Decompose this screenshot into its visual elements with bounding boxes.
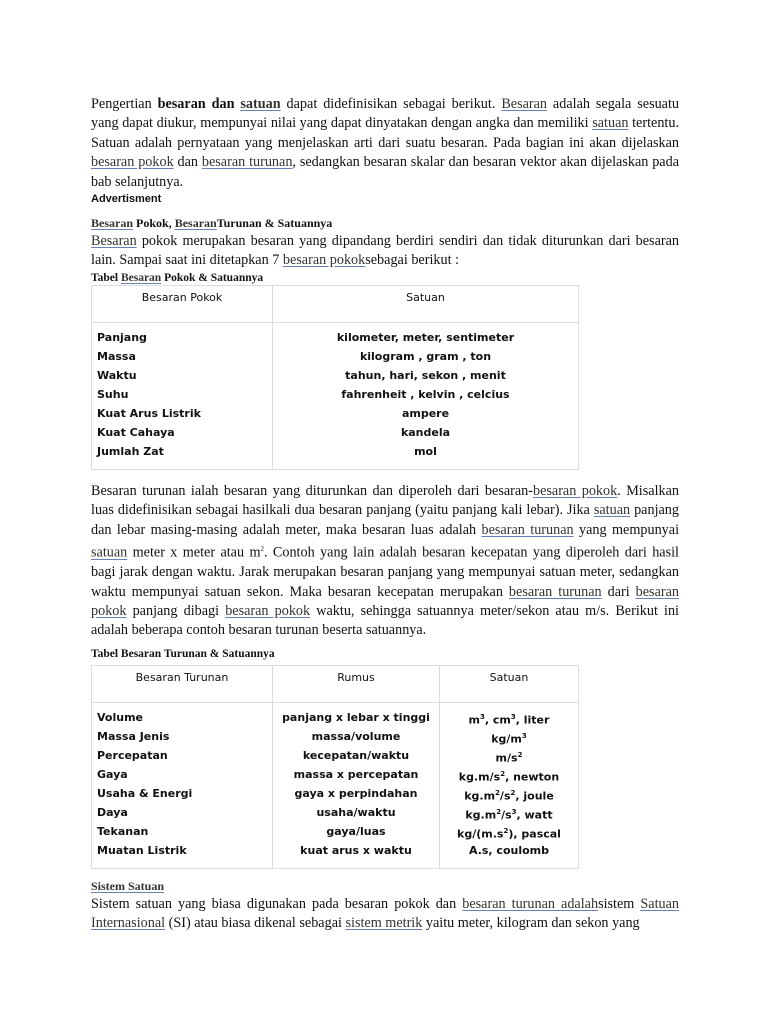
text: . Contoh yang lain adalah besaran kecepatan yang diperoleh dari hasil bagi jarak dengan waktu. Jarak merupakan besaran panjang yang mempunyai satuan meter, sedangkan waktu mempunyai satuan sekon. Maka besaran kecepatan merupakan [91, 544, 679, 600]
besaran-turunan-paragraph [91, 482, 679, 641]
unit-value: kandela [400, 425, 451, 439]
column-header: Rumus [273, 665, 440, 702]
formula: gaya x perpindahan [294, 786, 418, 800]
quantity-name: Jumlah Zat [97, 444, 164, 458]
text: , sedangkan besaran skalar dan besaran vektor akan dijelaskan pada bab selanjutnya. [91, 154, 679, 190]
unit-value: kilogram , gram , ton [359, 349, 492, 363]
formula: kecepatan/waktu [302, 748, 410, 762]
link-sistem-metrik[interactable]: sistem metrik [345, 915, 423, 932]
text: Pengertian [91, 96, 158, 112]
unit-value: mol [414, 444, 437, 458]
quantity-name: Waktu [97, 368, 137, 382]
link-besaran-pokok[interactable]: besaran pokok [225, 603, 311, 620]
link-besaran-turunan[interactable]: besaran turunan [508, 583, 602, 600]
text: yang mempunyai [573, 521, 680, 538]
link-satuan[interactable]: satuan [592, 115, 629, 132]
besaran-pokok-paragraph [91, 232, 679, 271]
quantity-name: Suhu [97, 387, 129, 401]
table-caption: Tabel Besaran Turunan & Satuannya [91, 647, 275, 660]
quantity-name: Daya [97, 805, 128, 819]
formula: gaya/luas [326, 824, 386, 838]
unit-column [440, 702, 579, 868]
formula: kuat arus x waktu [300, 843, 412, 857]
link-besaran[interactable]: Besaran [174, 216, 217, 231]
quantity-column [92, 702, 273, 868]
column-header: Satuan [440, 665, 579, 702]
unit-value: $kg.m^2/s^3$, watt [465, 807, 553, 822]
unit-value: $m/s^2$ [495, 750, 523, 765]
formula-column [273, 702, 440, 868]
quantity-name: Tekanan [97, 824, 149, 838]
sistem-satuan-paragraph [91, 895, 679, 934]
quantity-name: Panjang [97, 330, 147, 344]
document-page [91, 95, 679, 934]
link-besaran-turunan[interactable]: besaran turunan adalah [462, 895, 599, 912]
text: Pokok & Satuannya [161, 271, 264, 284]
column-header: Besaran Turunan [92, 665, 273, 702]
link-besaran-turunan[interactable]: besaran turunan [201, 154, 293, 171]
text: panjang dan lebar masing-masing adalah meter, maka besaran luas adalah [91, 502, 679, 538]
unit-value: ampere [401, 406, 450, 420]
table-row [92, 322, 579, 469]
unit-value: tahun, hari, sekon , menit [345, 368, 506, 382]
quantity-name: Kuat Cahaya [97, 425, 175, 439]
link-besaran-pokok[interactable]: besaran pokok [91, 154, 174, 171]
link-besaran[interactable]: Besaran [120, 271, 162, 284]
text: dan [173, 154, 202, 171]
link-besaran-turunan[interactable]: besaran turunan [481, 521, 574, 538]
unit-value: A.s, coulomb [468, 843, 550, 857]
link-besaran[interactable]: Besaran [91, 216, 133, 231]
quantity-column [92, 322, 273, 469]
unit-value: $kg.m/s^2$, newton [458, 769, 560, 784]
text: dan [205, 96, 241, 112]
text: sebagai berikut : [365, 252, 459, 269]
superscript: 2 [260, 545, 264, 554]
text: sistem [598, 895, 641, 912]
unit-value: $kg/m^3$ [491, 731, 527, 746]
besaran-pokok-table [91, 285, 579, 470]
text: meter x meter atau m [127, 544, 261, 561]
table-caption [91, 271, 679, 285]
link-besaran-pokok[interactable]: besaran pokok [91, 583, 679, 620]
unit-value: $kg.m^2/s^2$, joule [464, 788, 554, 803]
link-satuan[interactable]: satuan [91, 544, 128, 561]
text: Turunan & Satuannya [216, 216, 333, 231]
section-heading [91, 879, 679, 894]
column-header: Satuan [273, 285, 579, 322]
quantity-name: Kuat Arus Listrik [97, 406, 201, 420]
column-header: Besaran Pokok [92, 285, 273, 322]
quantity-name: Percepatan [97, 748, 168, 762]
text: dapat didefinisikan sebagai berikut. [280, 96, 502, 112]
quantity-name: Usaha & Energi [97, 786, 193, 800]
text: Sistem satuan yang biasa digunakan pada besaran pokok dan [91, 895, 463, 912]
table-row [92, 702, 579, 868]
intro-paragraph [91, 95, 679, 192]
text: . Misalkan luas didefinisikan sebagai hasilkali dua besaran panjang (yaitu panjang kali lebar). Jika [91, 482, 679, 519]
section-heading [91, 216, 679, 231]
text: adalah segala sesuatu yang dapat diukur, mempunyai nilai yang dapat dinyatakan dengan angka dan memiliki [91, 96, 680, 132]
text: waktu, sehingga satuannya meter/sekon atau m/s. Berikut ini adalah beberapa contoh besaran turunan beserta satuannya. [91, 603, 679, 639]
quantity-name: Massa Jenis [97, 729, 170, 743]
bold-term-besaran: besaran [157, 96, 206, 112]
unit-value: $kg/(m.s^2)$, pascal [457, 826, 561, 841]
link-besaran-pokok[interactable]: besaran pokok [532, 482, 618, 499]
link-besaran[interactable]: Besaran [91, 233, 137, 250]
table-header-row [92, 285, 579, 322]
link-besaran[interactable]: Besaran [501, 96, 548, 112]
link-besaran-pokok[interactable]: besaran pokok [282, 252, 366, 269]
advertisment-label: Advertisment [91, 193, 162, 206]
text: Besaran turunan ialah besaran yang diturunkan dan diperoleh dari besaran- [91, 482, 533, 499]
besaran-turunan-table [91, 665, 579, 869]
quantity-name: Massa [97, 349, 136, 363]
formula: panjang x lebar x tinggi [282, 710, 430, 724]
text: tertentu. Satuan adalah pernyataan yang menjelaskan arti dari suatu besaran. Pada bagian ini akan dijelaskan [91, 115, 679, 151]
link-sistem-satuan[interactable]: Sistem Satuan [91, 878, 165, 893]
quantity-name: Volume [97, 710, 143, 724]
unit-value: $m^3$, $cm^3$, liter [468, 712, 550, 727]
text: pokok merupakan besaran yang dipandang berdiri sendiri dan tidak diturunkan dari besaran lain. Sampai saat ini ditetapkan 7 [91, 233, 679, 269]
formula: massa x percepatan [293, 767, 419, 781]
text: dari [601, 583, 636, 600]
text: panjang dibagi [126, 603, 226, 620]
formula: usaha/waktu [316, 805, 396, 819]
unit-column [273, 322, 579, 469]
quantity-name: Muatan Listrik [97, 843, 187, 857]
quantity-name: Gaya [97, 767, 128, 781]
text: Tabel [91, 271, 121, 284]
unit-value: fahrenheit , kelvin , celcius [341, 387, 510, 401]
link-satuan[interactable]: satuan [593, 502, 631, 519]
link-satuan[interactable]: satuan [240, 96, 281, 112]
text: yaitu meter, kilogram dan sekon yang [422, 915, 640, 932]
formula: massa/volume [311, 729, 401, 743]
table-header-row [92, 665, 579, 702]
link-satuan-internasional[interactable]: Satuan Internasional [91, 895, 680, 932]
text: (SI) atau biasa dikenal sebagai [165, 915, 346, 932]
text: Pokok, [133, 216, 175, 231]
unit-value: kilometer, meter, sentimeter [336, 330, 515, 344]
